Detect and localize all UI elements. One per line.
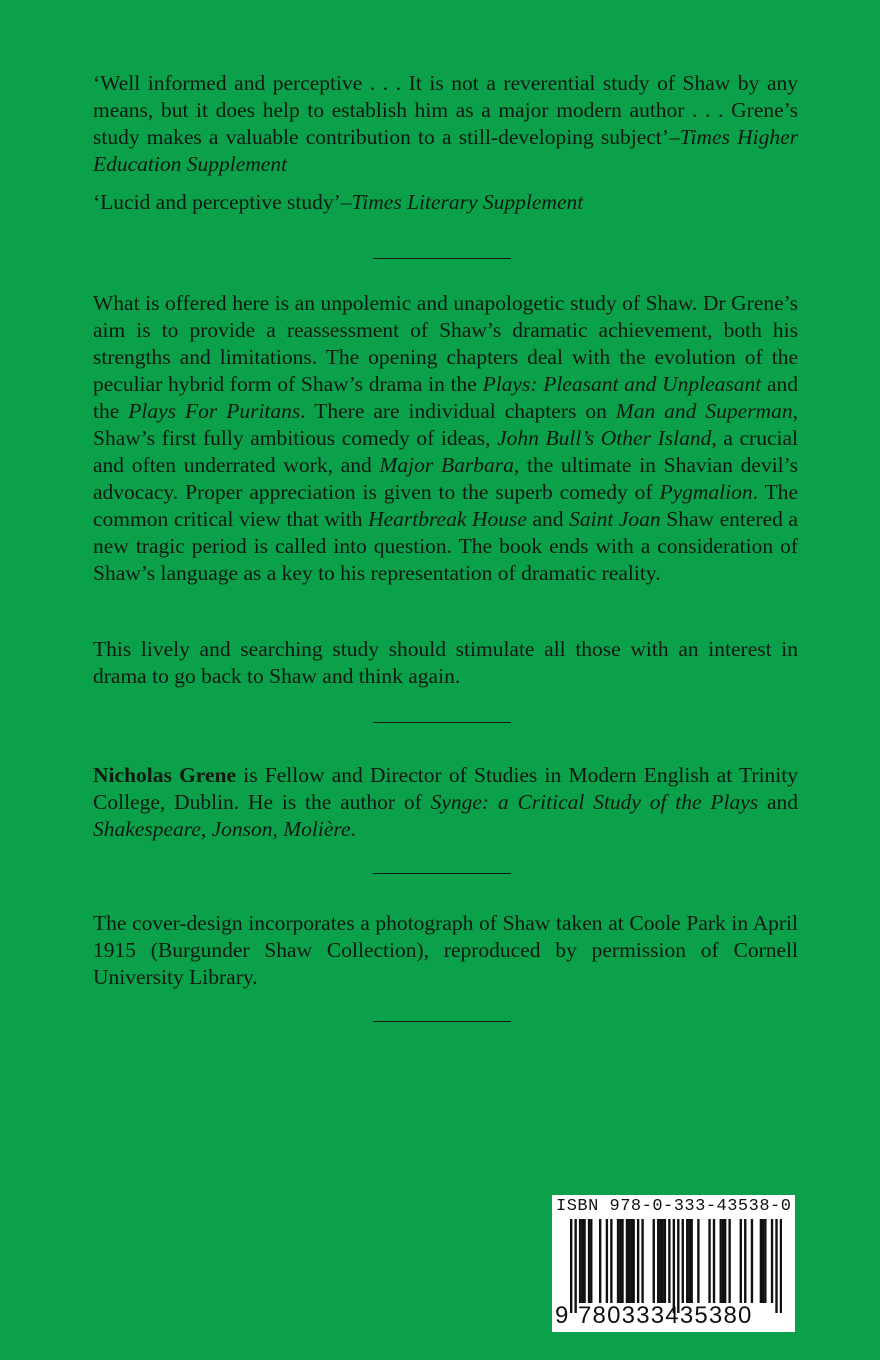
- barcode-bar: [626, 1219, 628, 1303]
- barcode-bar: [762, 1219, 764, 1303]
- isbn-barcode: [552, 1195, 795, 1332]
- barcode-bar: [606, 1219, 608, 1303]
- barcode-bar: [728, 1219, 730, 1303]
- description-paragraph: What is offered here is an unpolemic and unapologetic study of Shaw. Dr Grene’s aim is to provide a reassessment of Shaw’s dramatic achievement, both his strengths and limitations. The opening chapters deal with the evolution of the peculiar hybrid form of Shaw’s drama in the Plays: Pleasant and Unpleasant and the Plays For Puritans. There are individual chapters on Man and Superman, Shaw’s first fully ambitious comedy of ideas, John Bull’s Other Island, a crucial and often underrated work, and Major Barbara, the ultimate in Shavian devil’s advocacy. Proper appreciation is given to the superb comedy of Pygmalion. The common critical view that with Heartbreak House and Saint Joan Shaw entered a new tragic period is called into question. The book ends with a consideration of Shaw’s language as a key to his representation of dramatic reality.: [93, 291, 799, 585]
- barcode-bar: [764, 1219, 766, 1303]
- review-quote-1: ‘Well informed and perceptive . . . It is not a reverential study of Shaw by any means, but it does help to establish him as a major modern author . . . Grene’s study makes a valuable contribution to a still-developing subject’–Times Higher Education Supplement: [93, 71, 799, 176]
- review-quote-2: ‘Lucid and perceptive study’–Times Literary Supplement: [93, 190, 584, 214]
- barcode-bar: [588, 1219, 590, 1303]
- divider-rule: [373, 258, 511, 259]
- barcode-bar: [619, 1219, 621, 1303]
- barcode-bar: [682, 1219, 684, 1303]
- book-title: Plays: Pleasant and Unpleasant: [482, 372, 762, 396]
- divider-rule: [373, 873, 511, 874]
- barcode-bar: [583, 1219, 585, 1303]
- barcode-bar: [691, 1219, 693, 1303]
- barcode-bar: [780, 1219, 782, 1313]
- book-title: Man and Superman: [615, 399, 793, 423]
- barcode-bar: [697, 1219, 699, 1303]
- barcode-bar: [621, 1219, 623, 1303]
- barcode-bar: [686, 1219, 688, 1303]
- review-source-2: Times Literary Supplement: [351, 190, 584, 214]
- barcode-bar: [673, 1219, 675, 1313]
- review-source-1: Times Higher Education Supplement: [93, 125, 799, 176]
- barcode-bar: [668, 1219, 670, 1303]
- author-name: Nicholas Grene: [93, 763, 236, 787]
- barcode-bars: [570, 1219, 782, 1313]
- barcode-bar: [659, 1219, 661, 1303]
- author-bio: Nicholas Grene is Fellow and Director of Studies in Modern English at Trinity College, Dublin. He is the author of Synge: a Critical Study of the Plays and Shakespeare, Jonson, Molière.: [93, 763, 798, 841]
- barcode-bar: [677, 1219, 679, 1313]
- book-title: Saint Joan: [569, 507, 661, 531]
- closing-paragraph: This lively and searching study should stimulate all those with an interest in drama to go back to Shaw and think again.: [93, 637, 798, 688]
- barcode-bar: [570, 1219, 572, 1313]
- barcode-bar: [771, 1219, 773, 1303]
- book-title: Pygmalion: [659, 480, 753, 504]
- barcode-bar: [720, 1219, 722, 1303]
- divider-rule: [373, 1021, 511, 1022]
- barcode-bar: [610, 1219, 612, 1303]
- barcode-bar: [657, 1219, 659, 1303]
- review-quote-1-text: ‘Well informed and perceptive . . . It is not a reverential study of Shaw by any means, but it does help to establish him as a major modern author . . . Grene’s study makes a valuable contribution to a still-developing subject’: [93, 71, 798, 149]
- review-quote-2-text: ‘Lucid and perceptive study’: [93, 190, 341, 214]
- book-title: John Bull’s Other Island: [497, 426, 712, 450]
- book-title: Plays For Puritans: [128, 399, 301, 423]
- barcode-bar: [740, 1219, 742, 1303]
- barcode-bar: [724, 1219, 726, 1303]
- barcode-digits: 780333435380: [578, 1302, 753, 1329]
- barcode-bar: [599, 1219, 601, 1303]
- barcode-bar: [574, 1219, 576, 1313]
- barcode-lead-digit: 9: [555, 1302, 569, 1329]
- barcode-bar: [630, 1219, 632, 1303]
- cover-credit: The cover-design incorporates a photograph of Shaw taken at Coole Park in April 1915 (Burgunder Shaw Collection), reproduced by permission of Cornell University Library.: [93, 911, 798, 989]
- barcode-bar: [713, 1219, 715, 1303]
- divider-rule: [373, 722, 511, 723]
- barcode-bar: [579, 1219, 581, 1303]
- book-title: Major Barbara: [379, 453, 514, 477]
- barcode-bar: [590, 1219, 592, 1303]
- book-title: Heartbreak House: [368, 507, 527, 531]
- barcode-bar: [581, 1219, 583, 1303]
- barcode-bar: [688, 1219, 690, 1303]
- barcode-bar: [664, 1219, 666, 1303]
- barcode-bar: [760, 1219, 762, 1303]
- barcode-bar: [617, 1219, 619, 1303]
- barcode-bar: [641, 1219, 643, 1303]
- book-title: Shakespeare, Jonson, Molière: [93, 817, 351, 841]
- barcode-bar: [632, 1219, 634, 1303]
- isbn-label: ISBN 978-0-333-43538-0: [556, 1197, 792, 1216]
- barcode-bar: [653, 1219, 655, 1303]
- barcode-bar: [744, 1219, 746, 1303]
- barcode-bar: [661, 1219, 663, 1303]
- barcode-bar: [708, 1219, 710, 1303]
- barcode-bar: [775, 1219, 777, 1313]
- book-title: Synge: a Critical Study of the Plays: [430, 790, 759, 814]
- barcode-bar: [637, 1219, 639, 1303]
- barcode-bar: [722, 1219, 724, 1303]
- barcode-bar: [751, 1219, 753, 1303]
- barcode-bar: [628, 1219, 630, 1303]
